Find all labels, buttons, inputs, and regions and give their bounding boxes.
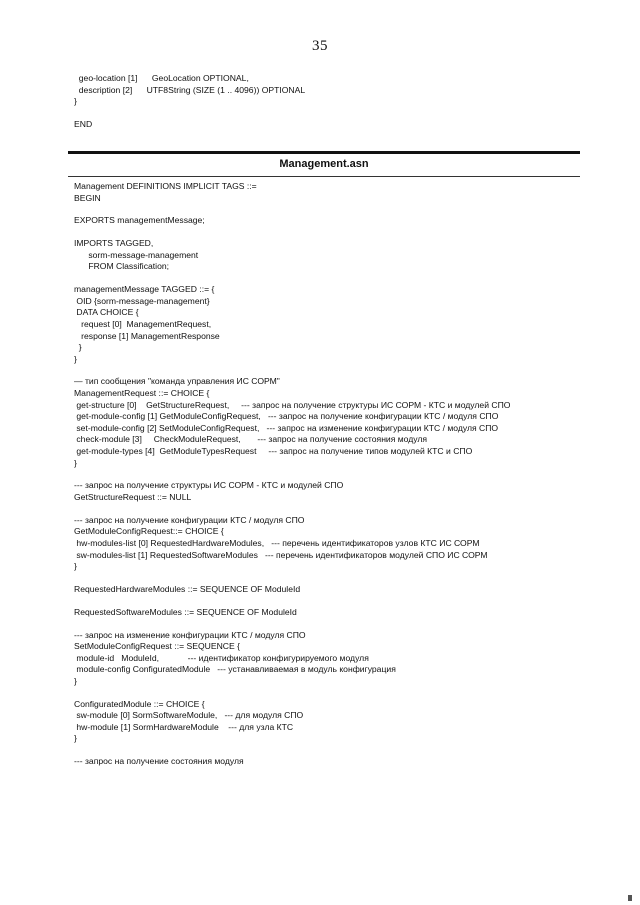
code-line: FROM Classification;	[74, 261, 170, 272]
code-line	[74, 273, 594, 284]
code-line	[74, 469, 594, 480]
asn-code-block-top	[74, 73, 594, 131]
code-line: OID {sorm-message-management}	[74, 295, 210, 306]
code-line: get-structure [0] GetStructureRequest, --- запрос на получение структуры ИС СОРМ - КТС и модулей СПО	[74, 399, 511, 410]
code-line: }	[74, 342, 82, 353]
code-line: RequestedHardwareModules ::= SEQUENCE OF ModuleId	[74, 583, 301, 594]
code-line: }	[74, 561, 77, 572]
section-divider	[68, 151, 580, 154]
code-line: DATA CHOICE {	[74, 307, 139, 318]
code-line: get-module-config [1] GetModuleConfigRequest, --- запрос на получение конфигурации КТС / модуля СПО	[74, 411, 499, 422]
code-line	[74, 227, 594, 238]
code-line: IMPORTS TAGGED,	[74, 238, 154, 249]
code-line: sw-modules-list [1] RequestedSoftwareModules --- перечень идентификаторов модулей СПО ИС СОРМ	[74, 549, 488, 560]
code-line: module-config ConfiguratedModule --- устанавливаемая в модуль конфигурация	[74, 664, 396, 675]
code-line: sorm-message-management	[74, 249, 199, 260]
code-line: hw-modules-list [0] RequestedHardwareModules, --- перечень идентификаторов узлов КТС ИС СОРМ	[74, 537, 480, 548]
code-line: GetModuleConfigRequest::= CHOICE {	[74, 526, 224, 537]
scan-edge-mark	[628, 895, 632, 901]
code-line: --- запрос на получение конфигурации КТС / модуля СПО	[74, 514, 305, 525]
code-line: SetModuleConfigRequest ::= SEQUENCE {	[74, 641, 240, 652]
code-line: EXPORTS managementMessage;	[74, 215, 205, 226]
code-line: --- запрос на получение состояния модуля	[74, 756, 244, 767]
code-line: }	[74, 96, 77, 107]
code-line: managementMessage TAGGED ::= {	[74, 284, 215, 295]
code-line	[74, 745, 594, 756]
code-line: END	[74, 118, 93, 129]
code-line: Management DEFINITIONS IMPLICIT TAGS ::=	[74, 181, 257, 191]
code-line: module-id ModuleId, --- идентификатор конфигурируемого модуля	[74, 652, 369, 663]
page-number: 35	[312, 38, 328, 54]
code-line: }	[74, 733, 77, 744]
code-line: ConfiguratedModule ::= CHOICE {	[74, 698, 205, 709]
code-line	[74, 108, 594, 119]
code-line	[74, 365, 594, 376]
asn-code-block-main	[74, 181, 594, 768]
section-title: Management.asn	[279, 158, 369, 170]
code-line: sw-module [0] SormSoftwareModule, --- для модуля СПО	[74, 710, 304, 721]
code-line: --- запрос на изменение конфигурации КТС / модуля СПО	[74, 629, 306, 640]
code-line: request [0] ManagementRequest,	[74, 318, 212, 329]
code-line: ManagementRequest ::= CHOICE {	[74, 388, 210, 399]
code-line: }	[74, 457, 77, 468]
code-line: get-module-types [4] GetModuleTypesRequest --- запрос на получение типов модулей КТС и СПО	[74, 446, 473, 457]
code-line: set-module-config [2] SetModuleConfigRequest, --- запрос на изменение конфигурации КТС / модуля СПО	[74, 422, 499, 433]
code-line: GetStructureRequest ::= NULL	[74, 492, 192, 502]
code-line: hw-module [1] SormHardwareModule --- для узла КТС	[74, 721, 294, 732]
code-line	[74, 687, 594, 698]
code-line: check-module [3] CheckModuleRequest, --- запрос на получение состояния модуля	[74, 434, 428, 445]
code-line	[74, 596, 594, 607]
code-line: — тип сообщения "команда управления ИС СОРМ"	[74, 376, 280, 387]
code-line	[74, 204, 594, 215]
code-line: response [1] ManagementResponse	[74, 330, 220, 341]
code-line: description [2] UTF8String (SIZE (1 .. 4096)) OPTIONAL	[74, 84, 306, 95]
code-line: }	[74, 353, 77, 364]
code-line: }	[74, 675, 77, 686]
code-line: --- запрос на получение структуры ИС СОРМ - КТС и модулей СПО	[74, 480, 344, 491]
code-line	[74, 504, 594, 515]
code-line: RequestedSoftwareModules ::= SEQUENCE OF ModuleId	[74, 606, 297, 617]
section-underline	[68, 176, 580, 177]
code-line	[74, 618, 594, 629]
code-line: BEGIN	[74, 192, 101, 203]
code-line: geo-location [1] GeoLocation OPTIONAL,	[74, 73, 249, 83]
code-line	[74, 573, 594, 584]
